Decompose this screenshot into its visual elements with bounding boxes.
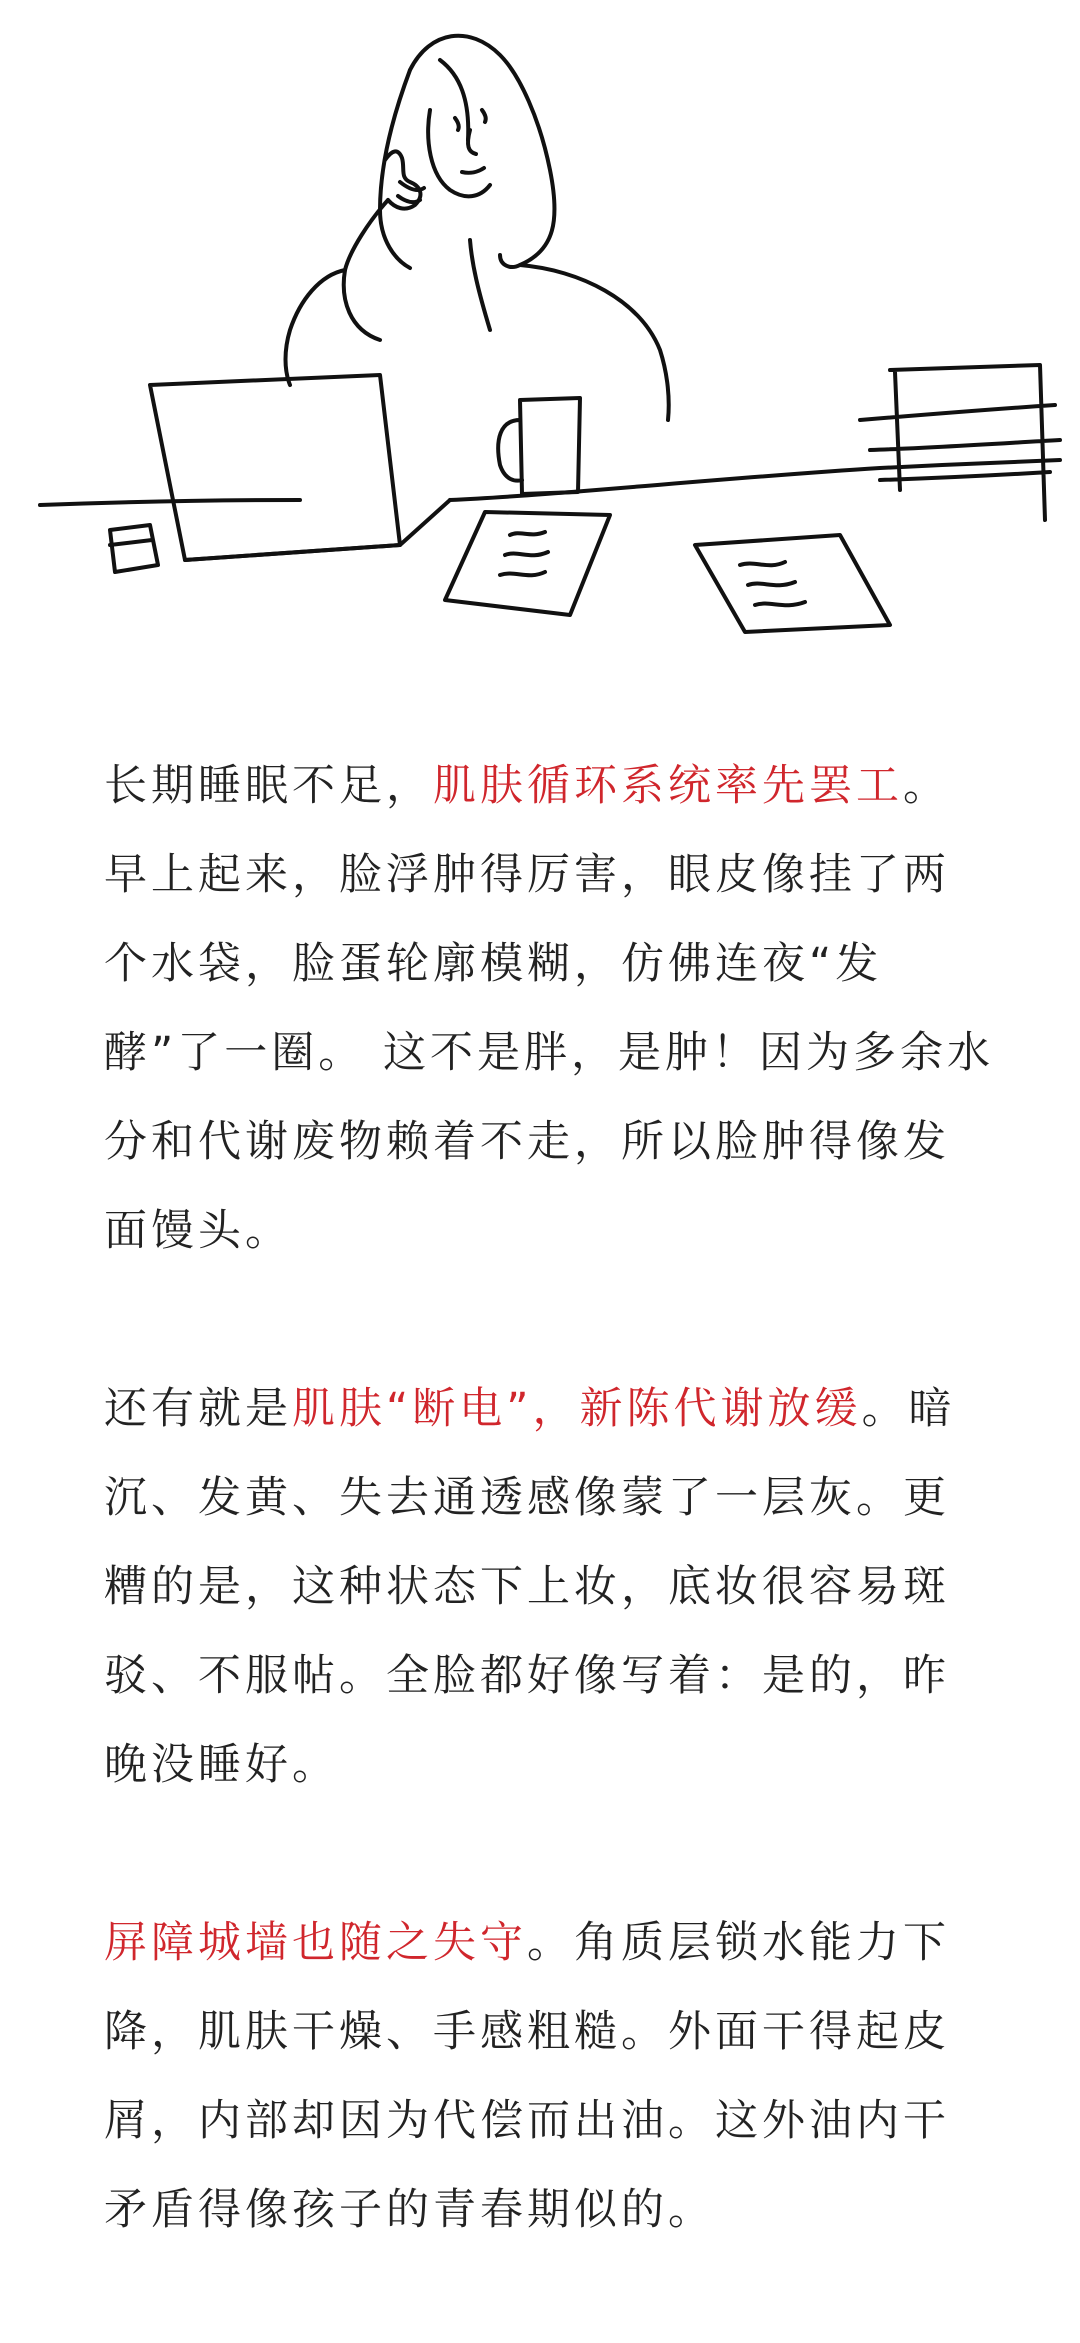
paragraph-3 — [104, 1899, 994, 2255]
desk-line — [40, 460, 1060, 505]
eye-left — [455, 118, 459, 130]
mug — [520, 398, 580, 494]
laptop-base — [185, 500, 450, 560]
nose — [468, 130, 476, 154]
highlight-segment: 肌肤循环系统率先罢工 — [433, 761, 903, 811]
highlight-segment: 屏障城墙也随之失守 — [104, 1918, 527, 1968]
paper-one-text — [500, 532, 548, 575]
neck — [470, 240, 490, 330]
paper-stack — [860, 365, 1060, 520]
text-segment: 还有就是 — [104, 1384, 292, 1434]
hair-left — [380, 70, 410, 268]
header-illustration — [0, 0, 1080, 660]
tired-woman-at-laptop-icon — [0, 0, 1080, 660]
shoulder-left — [286, 270, 346, 385]
hair-inner — [440, 60, 468, 140]
text-segment: 。暗沉、发黄、失去通透感像蒙了一层灰。更糟的是，这种状态下上妆，底妆很容易斑驳、不服帖。全脸都好像写着：是的，昨晚没睡好。 — [104, 1384, 956, 1790]
mouth — [462, 168, 484, 173]
highlight-segment: 肌肤“断电”，新陈代谢放缓 — [292, 1384, 862, 1434]
article-body — [104, 742, 994, 2255]
paper-two-text — [740, 562, 805, 605]
text-segment: 。角质层锁水能力下降，肌肤干燥、手感粗糙。外面干得起皮屑，内部却因为代偿而出油。这外油内干矛盾得像孩子的青春期似的。 — [104, 1918, 950, 2235]
paper-one — [445, 512, 610, 615]
paragraph-1 — [104, 742, 994, 1276]
shoulder-right — [520, 265, 669, 420]
paragraph-2 — [104, 1365, 994, 1810]
eye-right — [482, 110, 486, 122]
laptop-screen — [150, 375, 400, 560]
finger2 — [398, 196, 420, 202]
small-box-line — [110, 540, 152, 545]
small-box — [110, 525, 158, 572]
text-segment: 。早上起来，脸浮肿得厉害，眼皮像挂了两个水袋，脸蛋轮廓模糊，仿佛连夜“发酵”了一圈。 这不是胖，是肿！因为多余水分和代谢废物赖着不走，所以脸肿得像发面馒头。 — [104, 761, 994, 1256]
mug-handle — [498, 420, 522, 481]
text-segment: 长期睡眠不足， — [104, 761, 433, 811]
